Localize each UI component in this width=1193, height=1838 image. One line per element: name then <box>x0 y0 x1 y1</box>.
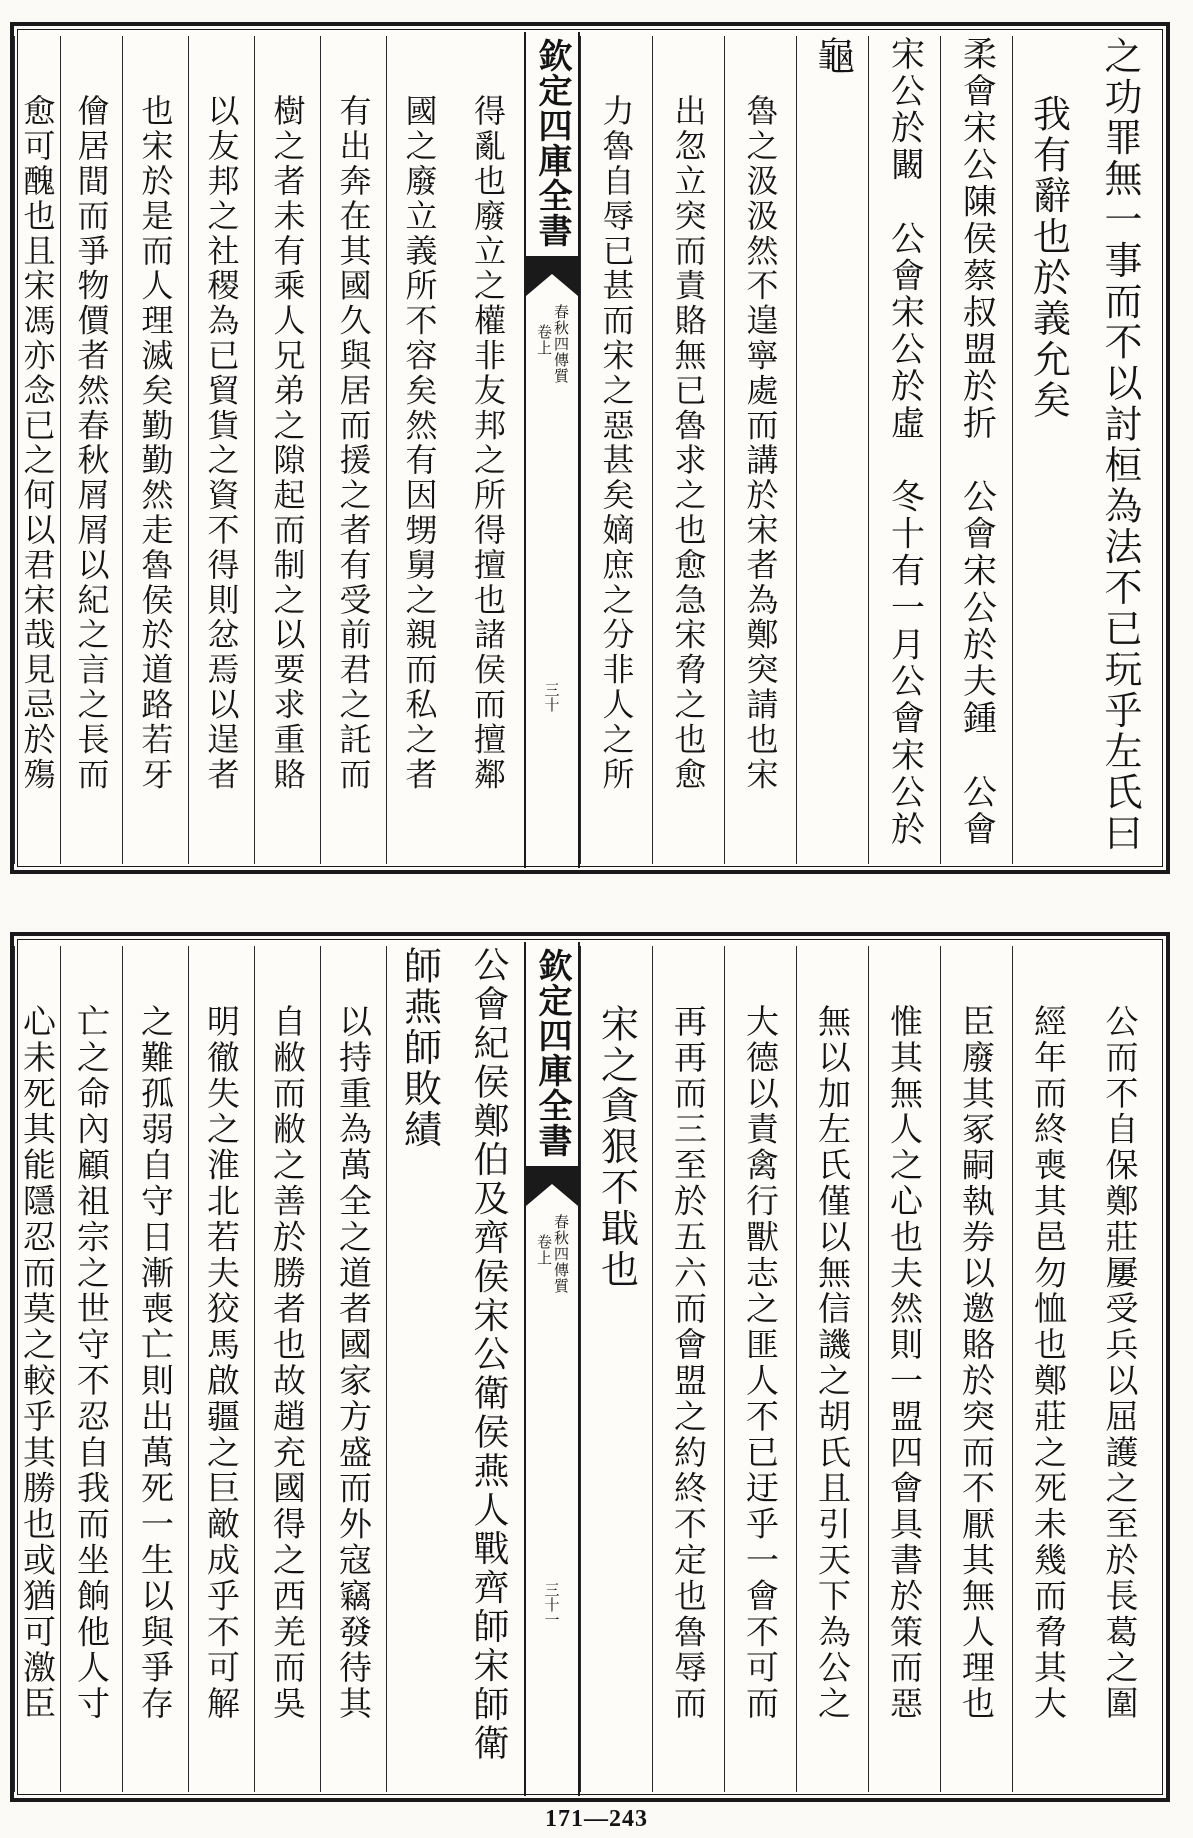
column-text: 公而不自保鄭莊屢受兵以屈護之至於長葛之圍 <box>1100 1004 1140 1722</box>
column-text: 以持重為萬全之道者國家方盛而外寇竊發待其 <box>334 1004 373 1722</box>
column-text: 龜 <box>810 36 855 77</box>
column-text: 大德以責禽行獸志之匪人不已迂乎一會不可而 <box>741 1004 780 1722</box>
column-text: 臣廢其冢嗣執券以邀賂於突而不厭其無人理也 <box>957 1004 996 1722</box>
text-column <box>940 946 1012 1792</box>
folio-number: 三十 <box>542 682 561 712</box>
column-text: 經年而終喪其邑勿恤也鄭莊之死未幾而脅其大 <box>1029 1004 1068 1722</box>
column-text: 魯之汲汲然不遑寧處而講於宋者為鄭突請也宋 <box>741 94 780 792</box>
volume-label: 卷上 <box>535 324 553 356</box>
column-text: 宋公於闞 公會宋公於虛 冬十有一月公會宋公於 <box>884 36 925 848</box>
column-text: 之功罪無一事而不以討桓為法不已玩乎左氏曰 <box>1098 36 1142 854</box>
column-text: 再再而三至於五六而會盟之約終不定也魯辱而 <box>669 1004 708 1722</box>
column-text: 樹之者未有乘人兄弟之隙起而制之以要求重賂 <box>268 94 307 792</box>
margin-subtitle <box>536 1214 568 1294</box>
text-column <box>724 946 796 1792</box>
column-text: 儈居間而爭物價者然春秋屑屑以紀之言之長而 <box>72 94 111 792</box>
folio-number: 三十一 <box>542 1582 561 1627</box>
center-margin <box>524 32 580 868</box>
text-column <box>868 946 940 1792</box>
center-margin <box>524 942 580 1796</box>
text-column <box>60 946 122 1792</box>
column-text: 也宋於是而人理滅矣勤勤然走魯侯於道路若牙 <box>136 94 175 792</box>
text-column <box>254 946 320 1792</box>
text-column <box>60 36 122 864</box>
column-text: 以友邦之社稷為已貿貨之資不得則忿焉以逞者 <box>202 94 241 792</box>
column-text: 惟其無人之心也夫然則一盟四會具書於策而惡 <box>885 1004 924 1722</box>
column-text: 明徹失之淮北若夫狡馬啟疆之巨敵成乎不可解 <box>202 1004 241 1722</box>
book-subtitle: 春秋四傳質 <box>552 304 570 384</box>
text-column <box>868 36 940 864</box>
text-column <box>14 946 60 1792</box>
text-column <box>652 946 724 1792</box>
text-column <box>386 36 452 864</box>
column-text: 師燕師敗績 <box>397 946 442 1151</box>
text-column <box>122 36 188 864</box>
margin-subtitle <box>536 304 568 384</box>
column-text: 愈可醜也且宋馮亦念已之何以君宋哉見忌於殤 <box>18 94 57 792</box>
column-text: 我有辭也於義允矣 <box>1026 94 1071 422</box>
text-column <box>724 36 796 864</box>
column-text: 得亂也廢立之權非友邦之所得擅也諸侯而擅鄰 <box>469 94 507 792</box>
page-number: 171—243 <box>545 1806 648 1832</box>
text-column <box>320 946 386 1792</box>
text-column <box>580 946 652 1792</box>
text-column <box>580 36 652 864</box>
column-text: 有出奔在其國久與居而援之者有受前君之託而 <box>334 94 373 792</box>
fishtail-mark-icon <box>526 1166 578 1206</box>
column-text: 之難孤弱自守日漸喪亡則出萬死一生以與爭存 <box>136 1004 175 1722</box>
book-title: 欽定四庫全書 <box>532 948 572 1158</box>
text-column <box>452 946 524 1792</box>
text-column <box>14 36 60 864</box>
column-text: 心未死其能隱忍而莫之較乎其勝也或猶可激臣 <box>18 1004 57 1722</box>
column-text: 力魯自辱已甚而宋之惡甚矣嫡庶之分非人之所 <box>597 94 636 792</box>
text-column <box>320 36 386 864</box>
column-text: 出忽立突而責賂無已魯求之也愈急宋脅之也愈 <box>669 94 708 792</box>
text-column <box>652 36 724 864</box>
column-text: 自敝而敝之善於勝者也故趙充國得之西羌而吳 <box>268 1004 307 1722</box>
volume-label: 卷上 <box>535 1234 553 1266</box>
text-column <box>1012 946 1084 1792</box>
column-text: 國之廢立義所不容矣然有因甥舅之親而私之者 <box>400 94 439 792</box>
text-column <box>254 36 320 864</box>
column-text: 宋之貪狠不戢也 <box>594 1004 639 1291</box>
text-column <box>1084 36 1156 864</box>
text-column <box>1012 36 1084 864</box>
text-column <box>1084 946 1156 1792</box>
book-title: 欽定四庫全書 <box>532 38 572 248</box>
column-text: 公會紀侯鄭伯及齊侯宋公衛侯燕人戰齊師宋師衛 <box>468 946 509 1763</box>
text-column <box>940 36 1012 864</box>
text-column <box>452 36 524 864</box>
text-column <box>188 946 254 1792</box>
text-column <box>188 36 254 864</box>
top-page-frame <box>10 22 1170 874</box>
column-text: 無以加左氏僅以無信譏之胡氏且引天下為公之 <box>813 1004 852 1722</box>
bottom-page-frame <box>10 932 1170 1802</box>
text-column <box>796 36 868 864</box>
book-subtitle: 春秋四傳質 <box>552 1214 570 1294</box>
text-column <box>796 946 868 1792</box>
column-text: 柔會宋公陳侯蔡叔盟於折 公會宋公於夫鍾 公會 <box>956 36 997 848</box>
text-column <box>122 946 188 1792</box>
text-column <box>386 946 452 1792</box>
column-text: 亡之命內顧祖宗之世守不忍自我而坐餉他人寸 <box>72 1004 111 1722</box>
fishtail-mark-icon <box>526 256 578 296</box>
